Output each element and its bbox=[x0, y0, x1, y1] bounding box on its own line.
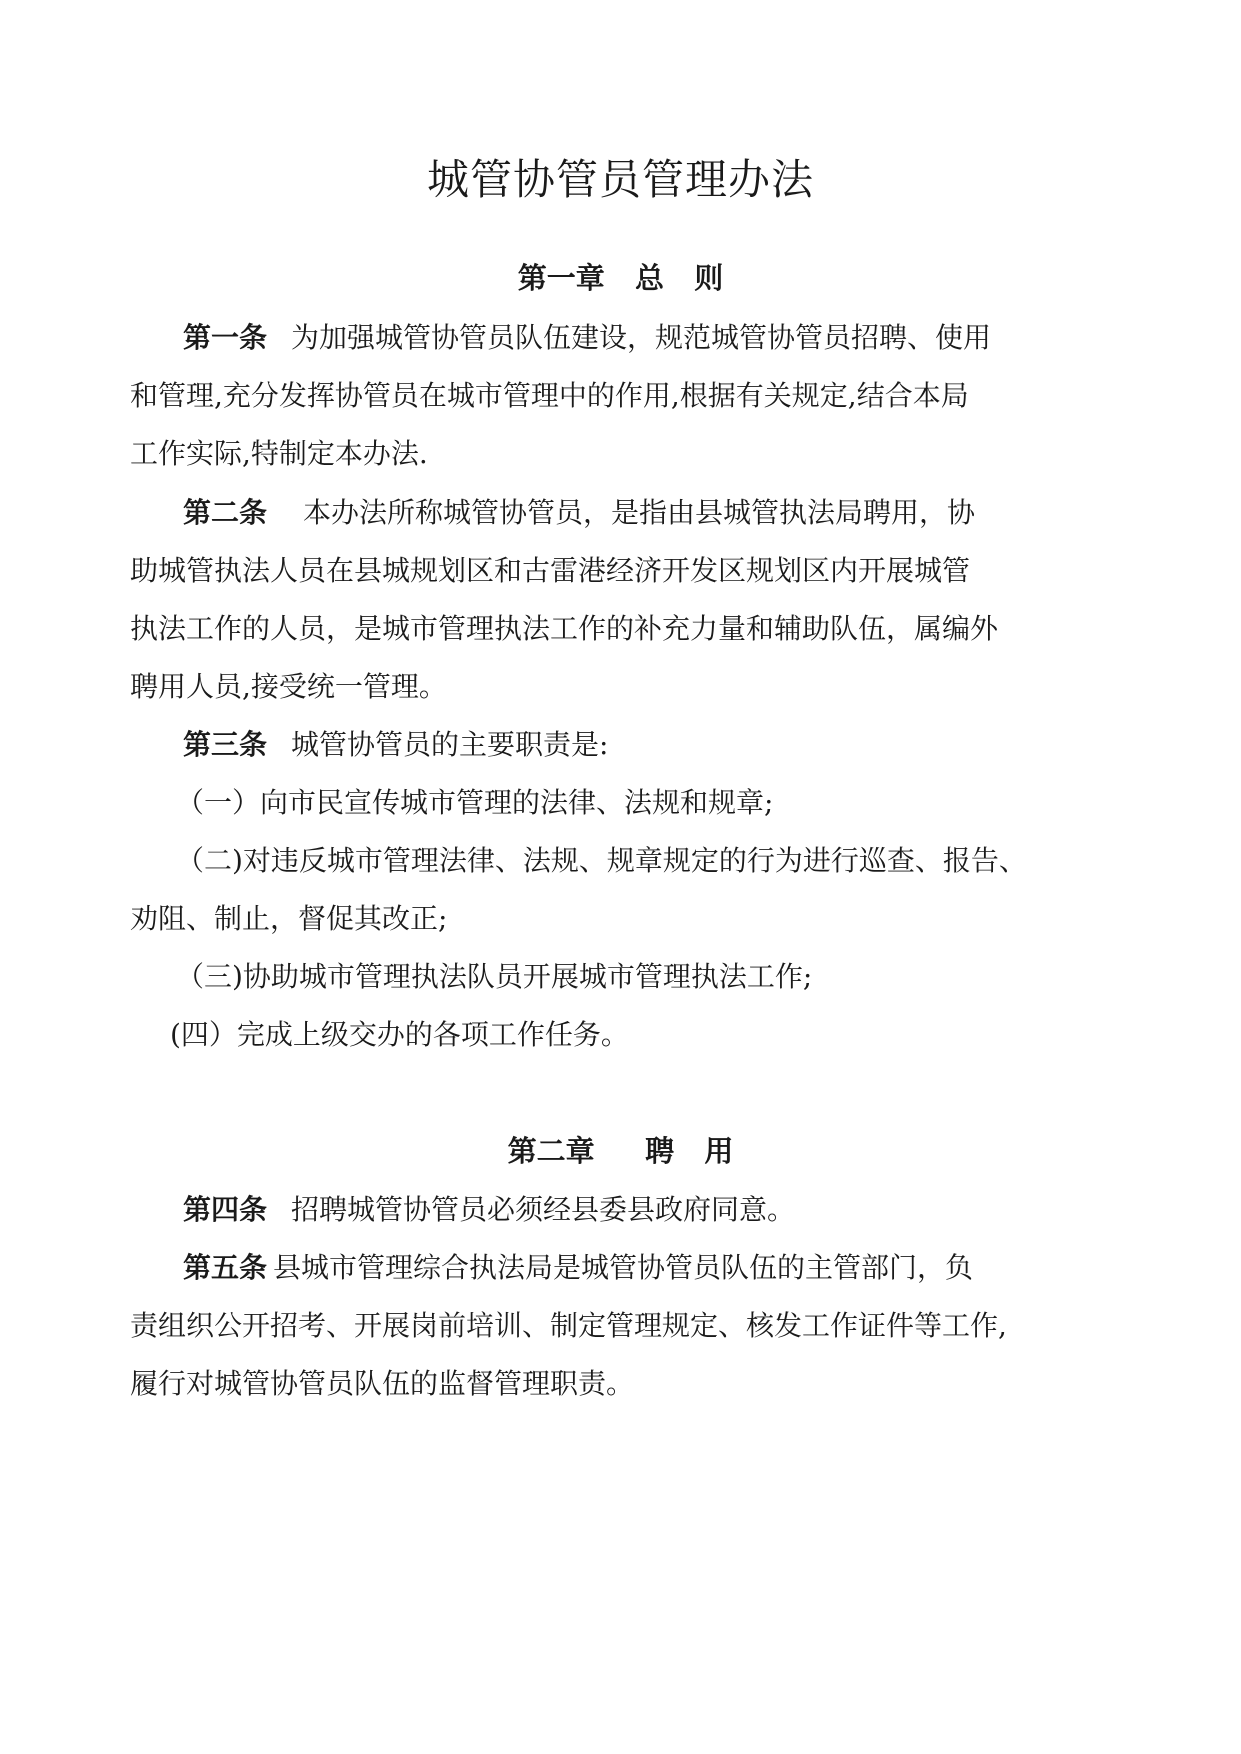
article-2-text-2: 助城管执法人员在县城规划区和古雷港经济开发区规划区内开展城管 bbox=[130, 554, 971, 587]
article-1-text-2: 和管理,充分发挥协管员在城市管理中的作用,根据有关规定,结合本局 bbox=[130, 379, 969, 412]
article-5-label: 第五条 bbox=[183, 1251, 268, 1284]
article-3-item-1: （一）向市民宣传城市管理的法律、法规和规章; bbox=[176, 786, 774, 819]
article-1-text-3: 工作实际,特制定本办法. bbox=[130, 437, 428, 470]
article-1-first-line bbox=[183, 318, 991, 358]
chapter-1-heading: 第一章 总 则 bbox=[517, 261, 724, 295]
article-3-text-1: 城管协管员的主要职责是: bbox=[291, 728, 609, 761]
article-2-first-line bbox=[183, 493, 975, 533]
article-5-text-2: 责组织公开招考、开展岗前培训、制定管理规定、核发工作证件等工作, bbox=[130, 1309, 1007, 1342]
article-1-text-1: 为加强城管协管员队伍建设，规范城管协管员招聘、使用 bbox=[291, 321, 992, 354]
article-3-item-4: (四）完成上级交办的各项工作任务。 bbox=[170, 1018, 629, 1051]
article-2-text-3: 执法工作的人员，是城市管理执法工作的补充力量和辅助队伍，属编外 bbox=[130, 612, 999, 645]
chapter-2-heading: 第二章 聘 用 bbox=[507, 1134, 734, 1168]
article-5-text-1: 县城市管理综合执法局是城管协管员队伍的主管部门，负 bbox=[273, 1251, 974, 1284]
article-3-item-3: （三)协助城市管理执法队员开展城市管理执法工作; bbox=[176, 960, 813, 993]
article-5-first-line bbox=[183, 1248, 973, 1288]
article-3-first-line bbox=[183, 725, 608, 765]
article-3-item-2-line-1: （二)对违反城市管理法律、法规、规章规定的行为进行巡查、报告、 bbox=[176, 844, 1027, 877]
article-3-item-2-line-2: 劝阻、制止，督促其改正; bbox=[130, 902, 448, 935]
article-4-text-1: 招聘城管协管员必须经县委县政府同意。 bbox=[291, 1193, 796, 1226]
article-1-label: 第一条 bbox=[183, 321, 268, 354]
document-title: 城管协管员管理办法 bbox=[426, 155, 814, 204]
article-2-label: 第二条 bbox=[183, 496, 268, 529]
article-3-label: 第三条 bbox=[183, 728, 268, 761]
article-4-first-line bbox=[183, 1190, 795, 1230]
article-2-text-4: 聘用人员,接受统一管理。 bbox=[130, 670, 447, 703]
article-5-text-3: 履行对城管协管员队伍的监督管理职责。 bbox=[130, 1367, 635, 1400]
article-2-text-1: 本办法所称城管协管员，是指由县城管执法局聘用，协 bbox=[303, 496, 976, 529]
article-4-label: 第四条 bbox=[183, 1193, 268, 1226]
